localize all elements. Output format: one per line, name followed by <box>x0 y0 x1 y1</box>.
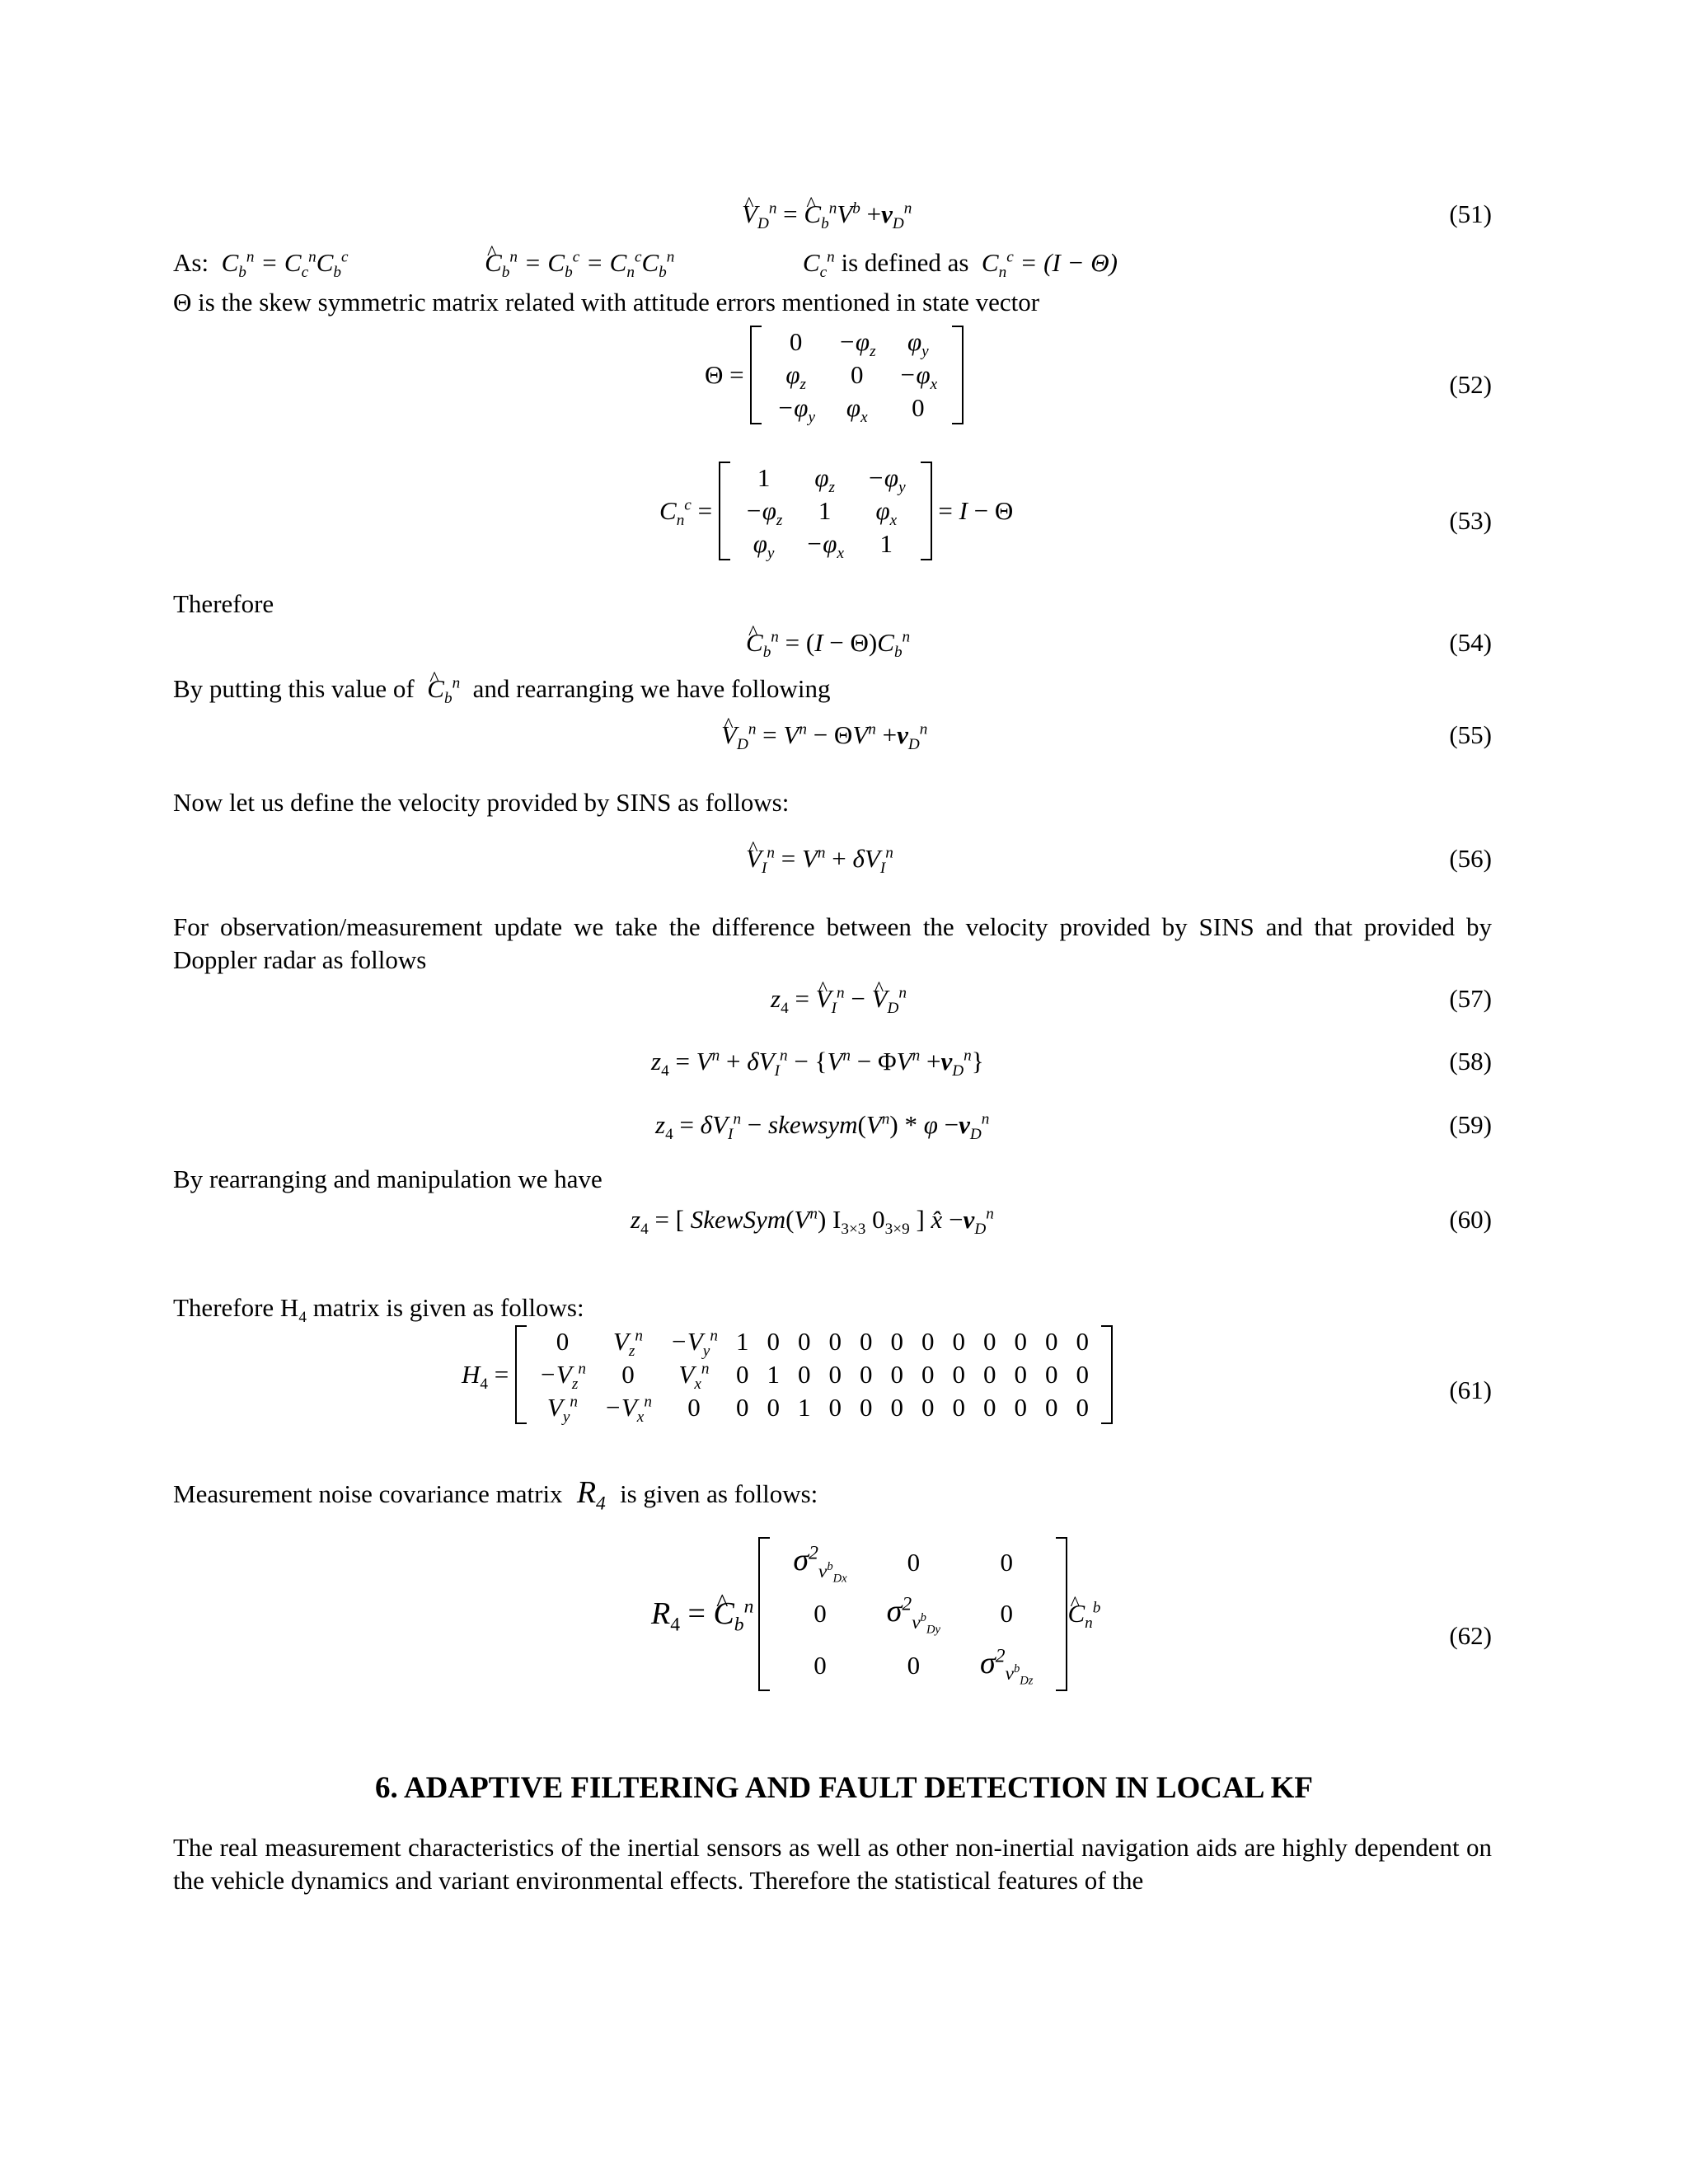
equation-59: $z_4 = \delta V_I^n$ − $skewsym(V^n) * \varphi -\nu_D^n$ <box>655 1110 990 1144</box>
r4-intro-line: Measurement noise covariance matrix $R_4$ is given as follows: <box>173 1475 818 1515</box>
equation-60: $z_4$ = [ $SkewSym(V^n)$ $I_{3\times 3}$ $0_{3\times 9}$ ] x̂ $-\nu_D^n$ <box>631 1205 994 1239</box>
equation-61: $H_4$ = 0 $V_z^n$ $-V_y^n$ 1 0 0 0 0 0 0 0 0 0 0 0 $-V_z^n$ 0 $V_x^n$ 0 1 0 0 0 0 0 0 0 0 0 0 $V_y^n$ $-V_x^n$ 0 0 0 1 0 0 0 0 0 0 0 0 0 <box>462 1325 1113 1424</box>
eq-number-59: (59) <box>1449 1110 1492 1139</box>
equation-54: ^ $C_b^n = (I - \Theta)C_b^n$ <box>746 626 910 659</box>
eq-number-60: (60) <box>1449 1205 1492 1234</box>
h4-intro-prefix: Therefore H <box>173 1293 299 1322</box>
as-label: As: <box>173 248 209 277</box>
putting-value-line: By putting this value of ^ $C_b^n$ and rearranging we have following <box>173 673 831 705</box>
theta-matrix: 0 $-\varphi_z$ $\varphi_y$ $\varphi_z$ 0 $-\varphi_x$ $-\varphi_y$ $\varphi_x$ 0 <box>750 326 964 424</box>
h4-matrix: 0 $V_z^n$ $-V_y^n$ 1 0 0 0 0 0 0 0 0 0 0 0 $-V_z^n$ 0 $V_x^n$ 0 1 0 0 0 0 0 0 0 0 0 0 $V_y^n$ $-V_x^n$ 0 0 0 1 0 0 0 0 0 0 0 0 0 <box>515 1325 1113 1424</box>
h4-intro-sub: 4 <box>298 1309 307 1327</box>
equation-51: ^ $V_D^n$ = ^ $C_b^nV^b +\nu_D^n$ <box>742 198 912 231</box>
h4-intro-line <box>173 1292 584 1327</box>
theta-description-text: is the skew symmetric matrix related with attitude errors mentioned in state vector <box>198 288 1040 316</box>
defined-as-text: is defined as <box>841 248 969 277</box>
therefore-text-1: Therefore <box>173 589 274 618</box>
eq-number-56: (56) <box>1449 844 1492 873</box>
obs-update-paragraph <box>173 911 1492 977</box>
eq-number-53: (53) <box>1449 506 1492 535</box>
eq-number-51: (51) <box>1449 199 1492 228</box>
eq-number-54: (54) <box>1449 628 1492 657</box>
eq-number-58: (58) <box>1449 1047 1492 1076</box>
rearranging-text: By rearranging and manipulation we have <box>173 1165 603 1193</box>
eq-number-57: (57) <box>1449 984 1492 1013</box>
equation-52: Θ = 0 $-\varphi_z$ $\varphi_y$ $\varphi_z$ 0 $-\varphi_x$ $-\varphi_y$ $\varphi_x$ 0 <box>705 326 964 424</box>
r4-intro-prefix: Measurement noise covariance matrix <box>173 1479 563 1508</box>
h4-intro-suffix: matrix is given as follows: <box>312 1293 584 1322</box>
putting-value-suffix: and rearranging we have following <box>472 674 831 703</box>
obs-update-text: For observation/measurement update we take the difference between the velocity provided by SINS and that provided by Doppler radar as follows <box>173 912 1492 974</box>
sins-define-text: Now let us define the velocity provided by SINS as follows: <box>173 788 790 817</box>
equation-58: $z_4 = V^n + \delta V_I^n - \{V^n - \Phi V^n +\nu_D^n\}$ <box>651 1047 984 1080</box>
equation-62: $R_4$ = ^ $C_b^n$ $\sigma^2_{\nu^b_{Dx}}$ 0 0 0 $\sigma^2_{\nu^b_{Dy}}$ 0 0 0 $\sigma^2_{\nu^b_{Dz}}$ ^ $C_n^b$ <box>651 1537 1100 1691</box>
eq-number-52: (52) <box>1449 370 1492 399</box>
cnc-matrix: 1 $\varphi_z$ $-\varphi_y$ $-\varphi_z$ 1 $\varphi_x$ $\varphi_y$ $-\varphi_x$ 1 <box>719 462 932 560</box>
section-heading: 6. ADAPTIVE FILTERING AND FAULT DETECTION IN LOCAL KF <box>374 1771 1313 1805</box>
as-definitions-line: As: $C_b^n = C_c^nC_b^c$ ^ $C_b^n = C_b^c = C_n^cC_b^n$ $C_c^n$ is defined as $C_n^c = (I - \Theta)$ <box>173 247 1118 279</box>
equation-55: ^ $V_D^n = V^n - \Theta V^n +\nu_D^n$ <box>721 719 927 752</box>
equation-56: ^ $V_I^n = V^n + \delta V_I^n$ <box>746 842 893 875</box>
equation-57: $z_4$ = ^ $V_I^n$ − ^ $V_D^n$ <box>771 982 907 1015</box>
eq-number-55: (55) <box>1449 720 1492 749</box>
putting-value-prefix: By putting this value of <box>173 674 415 703</box>
equation-53: $C_n^c$ = 1 $\varphi_z$ $-\varphi_y$ $-\varphi_z$ 1 $\varphi_x$ $\varphi_y$ $-\varphi_x$ 1 = I − Θ <box>659 463 1014 563</box>
eq-number-61: (61) <box>1449 1376 1492 1404</box>
r4-matrix: $\sigma^2_{\nu^b_{Dx}}$ 0 0 0 $\sigma^2_{\nu^b_{Dy}}$ 0 0 0 $\sigma^2_{\nu^b_{Dz}}$ <box>758 1537 1067 1691</box>
final-paragraph-text: The real measurement characteristics of the inertial sensors as well as other non-inertial navigation aids are highly dependent on the vehicle dynamics and variant environmental effects. Therefore the statistical features of the <box>173 1833 1492 1895</box>
r4-intro-suffix: is given as follows: <box>620 1479 818 1508</box>
eq-number-62: (62) <box>1449 1621 1492 1650</box>
final-paragraph <box>173 1831 1492 1897</box>
theta-description: Θ is the skew symmetric matrix related with attitude errors mentioned in state vector <box>173 288 1040 316</box>
